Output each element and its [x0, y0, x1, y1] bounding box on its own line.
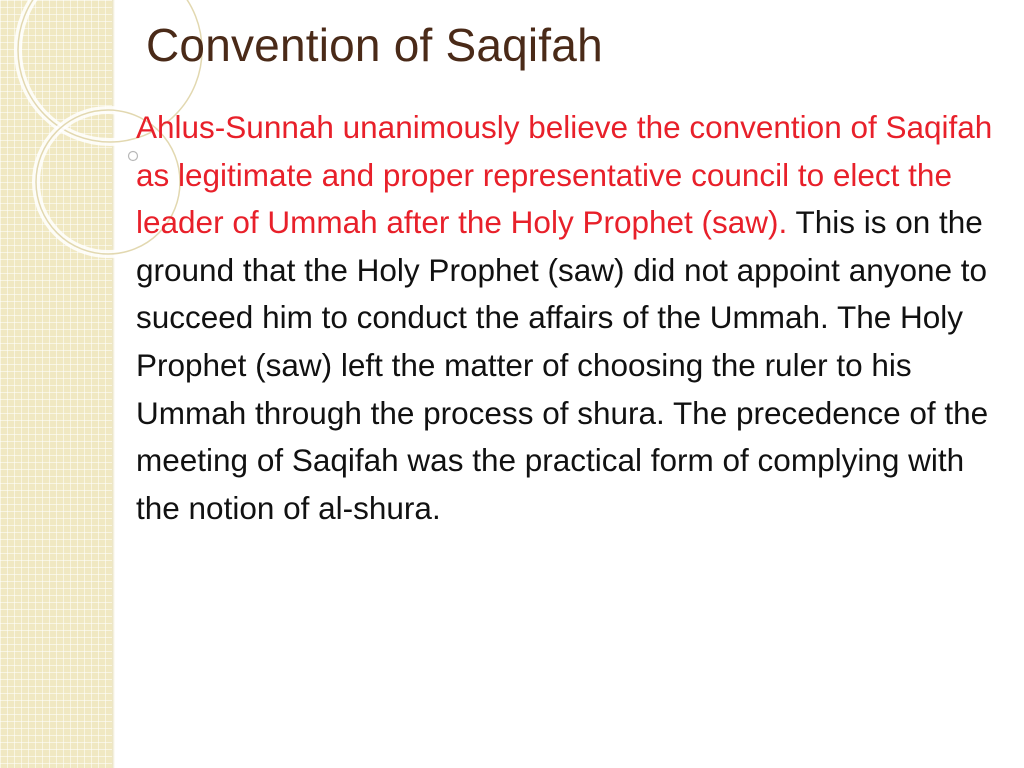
decorative-rings-icon: [0, 0, 150, 300]
highlighted-statement: Ahlus-Sunnah unanimously believe the convention of Saqifah as legitimate and proper representative council to elect the leader of Ummah after the Holy Prophet (saw).: [136, 109, 993, 241]
slide-body-text: [136, 104, 994, 532]
body-continuation: This is on the ground that the Holy Prophet (saw) did not appoint anyone to succeed him to conduct the affairs of the Ummah. The Holy Prophet (saw) left the matter of choosing the ruler to his Ummah through the process of shura. The precedence of the meeting of Saqifah was the practical form of complying with the notion of al-shura.: [136, 204, 989, 526]
slide-title: Convention of Saqifah: [146, 19, 603, 71]
